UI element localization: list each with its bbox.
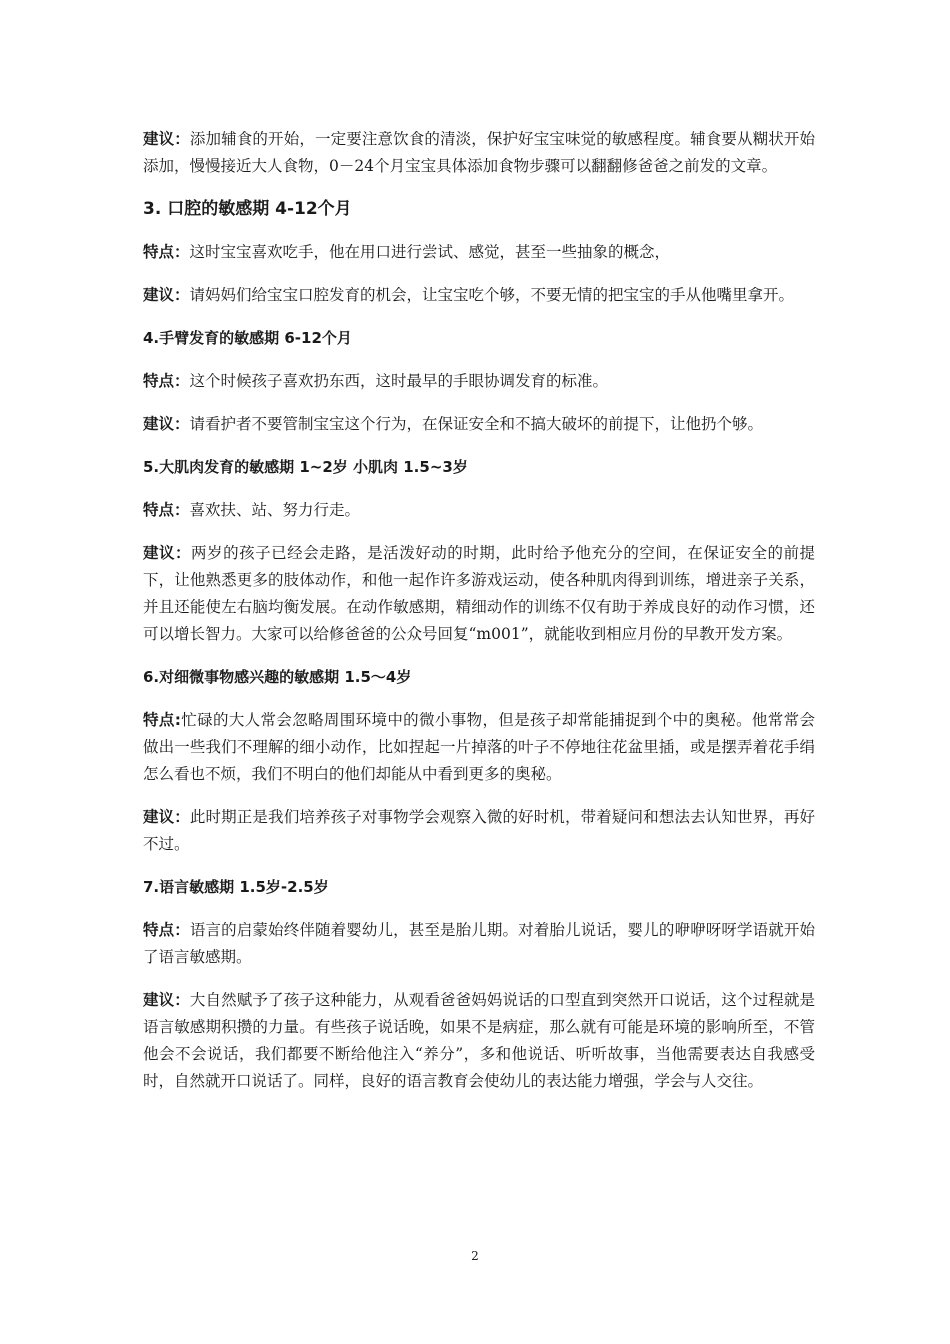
paragraph-label: 建议： <box>143 286 190 304</box>
page-number: 2 <box>471 1249 479 1263</box>
paragraph <box>143 411 815 438</box>
paragraph-text: 此时期正是我们培养孩子对事物学会观察入微的好时机，带着疑问和想法去认知世界，再好不过。 <box>143 808 815 853</box>
paragraph-label: 建议： <box>143 130 190 148</box>
paragraph-label: 特点： <box>143 501 190 519</box>
paragraph-text: 大自然赋予了孩子这种能力，从观看爸爸妈妈说话的口型直到突然开口说话，这个过程就是语言敏感期积攒的力量。有些孩子说话晚，如果不是病症，那么就有可能是环境的影响所至，不管他会不会说话，我们都要不断给他注入“养分”，多和他说话、听听故事，当他需要表达自我感受时，自然就开口说话了。同样，良好的语言教育会使幼儿的表达能力增强，学会与人交往。 <box>143 991 815 1090</box>
paragraph-label: 特点： <box>143 372 190 390</box>
paragraph-label: 建议： <box>143 415 190 433</box>
paragraph <box>143 282 815 309</box>
paragraph-label: 特点： <box>143 243 190 261</box>
paragraph <box>143 368 815 395</box>
section-heading: 6.对细微事物感兴趣的敏感期 1.5～4岁 <box>143 668 412 686</box>
paragraph-label: 建议： <box>143 991 190 1009</box>
paragraph <box>143 497 815 524</box>
paragraph-text: 两岁的孩子已经会走路，是活泼好动的时期，此时给予他充分的空间，在保证安全的前提下，让他熟悉更多的肢体动作，和他一起作许多游戏运动，使各种肌肉得到训练，增进亲子关系，并且还能使左右脑均衡发展。在动作敏感期，精细动作的训练不仅有助于养成良好的动作习惯，还可以增长智力。大家可以给修爸爸的公众号回复“m001”，就能收到相应月份的早教开发方案。 <box>143 544 815 643</box>
section-heading: 4.手臂发育的敏感期 6-12个月 <box>143 329 352 347</box>
paragraph-text: 忙碌的大人常会忽略周围环境中的微小事物，但是孩子却常能捕捉到个中的奥秘。他常常会做出一些我们不理解的细小动作，比如捏起一片掉落的叶子不停地往花盆里插，或是摆弄着花手绢怎么看也不烦，我们不明白的他们却能从中看到更多的奥秘。 <box>143 711 815 783</box>
paragraph-label: 特点： <box>143 921 190 939</box>
paragraph <box>143 917 815 971</box>
section-heading: 7.语言敏感期 1.5岁-2.5岁 <box>143 878 329 896</box>
paragraph-text: 这个时候孩子喜欢扔东西，这时最早的手眼协调发育的标准。 <box>189 372 609 390</box>
paragraph-label: 建议： <box>143 544 192 562</box>
paragraph-label: 建议： <box>143 808 190 826</box>
paragraph <box>143 707 815 788</box>
paragraph-text: 添加辅食的开始，一定要注意饮食的清淡，保护好宝宝味觉的敏感程度。辅食要从糊状开始添加，慢慢接近大人食物，0－24个月宝宝具体添加食物步骤可以翻翻修爸爸之前发的文章。 <box>143 130 815 175</box>
paragraph <box>143 987 815 1095</box>
paragraph-label: 特点: <box>143 711 181 729</box>
section-heading: 5.大肌肉发育的敏感期 1~2岁 小肌肉 1.5~3岁 <box>143 458 468 476</box>
paragraph <box>143 540 815 648</box>
document-body <box>143 126 815 1111</box>
section-heading: 3. 口腔的敏感期 4-12个月 <box>143 199 352 219</box>
paragraph-text: 请妈妈们给宝宝口腔发育的机会，让宝宝吃个够，不要无情的把宝宝的手从他嘴里拿开。 <box>189 286 795 304</box>
paragraph-text: 喜欢扶、站、努力行走。 <box>189 501 361 519</box>
paragraph-text: 请看护者不要管制宝宝这个行为，在保证安全和不搞大破坏的前提下，让他扔个够。 <box>189 415 764 433</box>
paragraph <box>143 126 815 180</box>
paragraph-text: 这时宝宝喜欢吃手，他在用口进行尝试、感觉，甚至一些抽象的概念， <box>189 243 671 261</box>
paragraph <box>143 239 815 266</box>
paragraph <box>143 804 815 858</box>
paragraph-text: 语言的启蒙始终伴随着婴幼儿，甚至是胎儿期。对着胎儿说话，婴儿的咿咿呀呀学语就开始了语言敏感期。 <box>143 921 815 966</box>
